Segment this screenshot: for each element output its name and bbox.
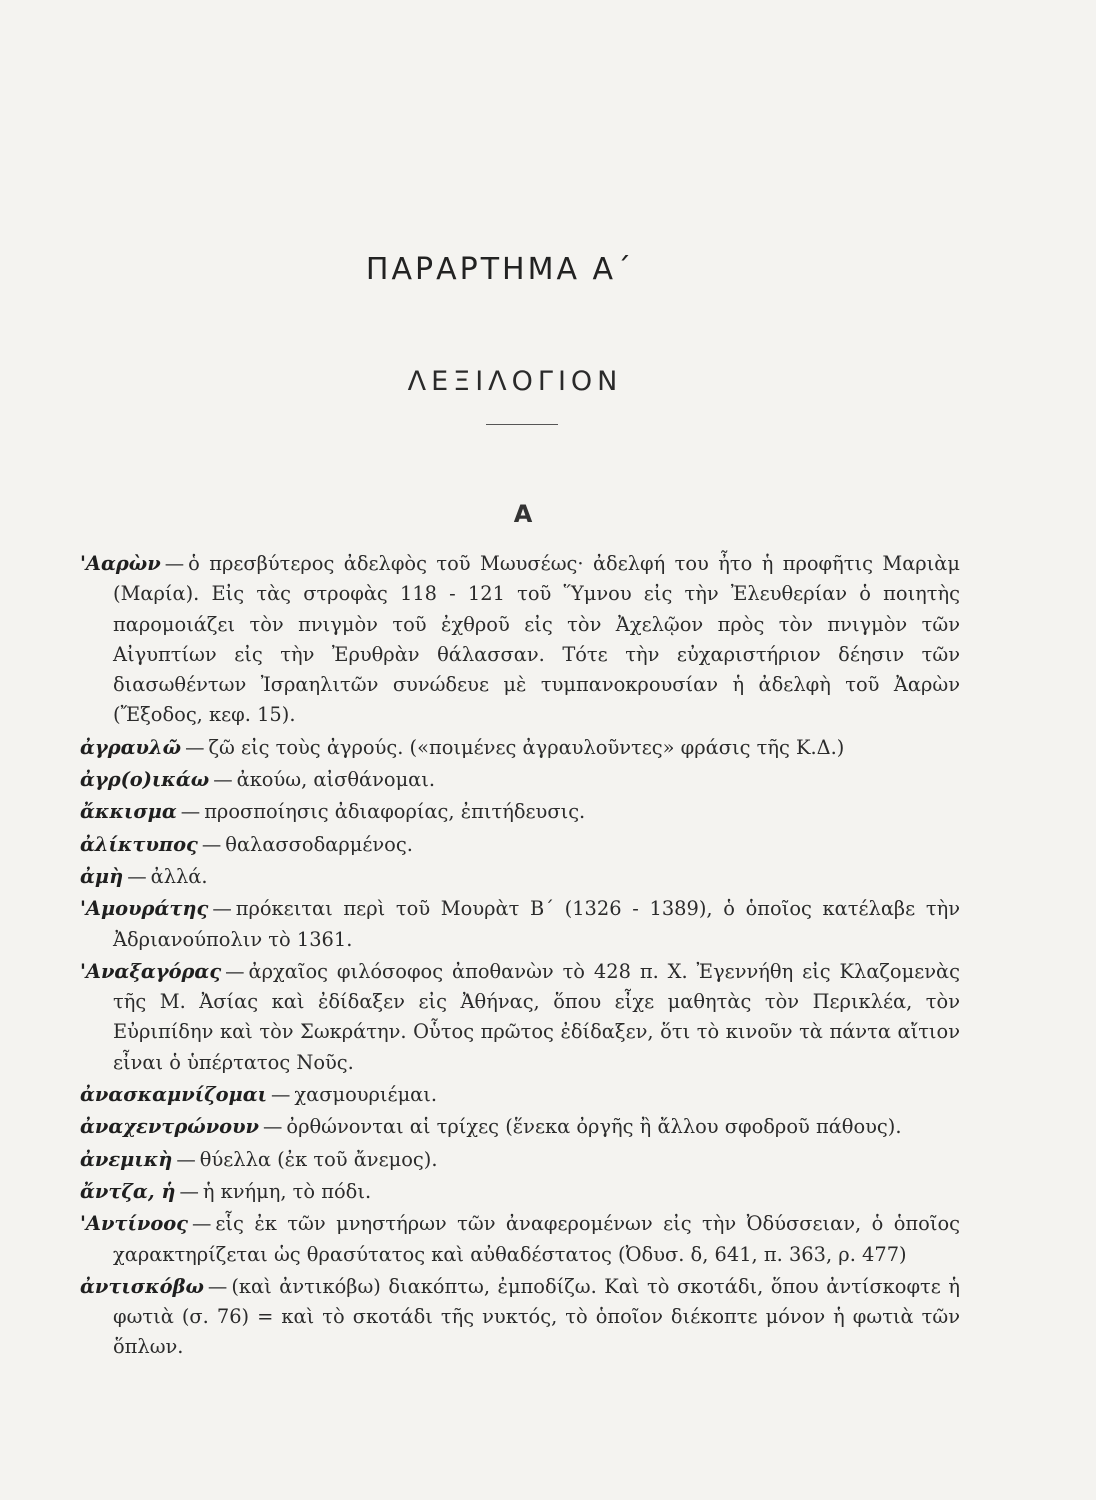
headword: 'Αμουράτης <box>80 897 209 921</box>
headword: ἀγρ(ο)ικάω <box>80 768 210 792</box>
definition: πρόκειται περὶ τοῦ Μουρὰτ Β΄ (1326 - 1389), ὁ ὁποῖος κατέλαβε τὴν Ἀδριανούπολιν τὸ 1361. <box>113 897 960 951</box>
glossary-entry <box>80 894 960 955</box>
definition: ζῶ εἰς τοὺς ἀγρούς. («ποιμένες ἀγραυλοῦντες» φράσις τῆς Κ.Δ.) <box>208 735 845 759</box>
letter-heading: Α <box>513 500 533 528</box>
entry-dash: — <box>207 1274 228 1298</box>
entry-dash: — <box>176 1147 196 1171</box>
headword: ἀναχεντρώνουν <box>80 1115 259 1139</box>
definition: ἡ κνήμη, τὸ πόδι. <box>202 1179 372 1203</box>
glossary-entry <box>80 1112 960 1142</box>
headword: ἄκκισμα <box>80 800 177 824</box>
definition: ὁ πρεσβύτερος ἀδελφὸς τοῦ Μωυσέως· ἀδελφή του ἦτο ἡ προφῆτις Μαριὰμ (Μαρία). Εἰς τὰς στροφὰς 118 - 121 τοῦ Ὕμνου εἰς τὴν Ἐλευθερίαν ὁ ποιητὴς παρομοιάζει τὸν πνιγμὸν τοῦ ἐχθροῦ εἰς τὸν Ἀχελῷον πρὸς τὸν πνιγμὸν τῶν Αἰγυπτίων εἰς τὴν Ἐρυθρὰν θάλασσαν. Τότε τὴν εὐχαριστήριον δέησιν τῶν διασωθέντων Ἰσραηλιτῶν συνώδευε μὲ τυμπανοκρουσίαν ἡ ἀδελφὴ τοῦ Ἀαρὼν (Ἔξοδος, κεφ. 15). <box>113 552 960 727</box>
definition: χασμουριέμαι. <box>294 1083 438 1107</box>
title-divider <box>486 424 558 425</box>
glossary-entry <box>80 862 960 892</box>
headword: ἀντισκόβω <box>80 1274 204 1298</box>
glossary-entry <box>80 765 960 795</box>
definition: ὀρθώνονται αἱ τρίχες (ἕνεκα ὀργῆς ἢ ἄλλου σφοδροῦ πάθους). <box>286 1115 902 1139</box>
glossary-entry <box>80 1177 960 1207</box>
glossary-entry <box>80 549 960 731</box>
glossary-entry <box>80 1080 960 1110</box>
definition: θύελλα (ἐκ τοῦ ἄνεμος). <box>199 1147 438 1171</box>
entry-dash: — <box>213 768 233 792</box>
entry-dash: — <box>180 800 201 824</box>
glossary-entry <box>80 1272 960 1363</box>
headword: ἀνασκαμνίζομαι <box>80 1083 267 1107</box>
entry-dash: — <box>127 864 147 888</box>
glossary-entry <box>80 1209 960 1270</box>
headword: ἀγραυλῶ <box>80 735 182 759</box>
glossary-entries <box>80 549 960 1365</box>
glossary-entry <box>80 957 960 1078</box>
headword: 'Αναξαγόρας <box>80 959 222 983</box>
definition: προσποίησις ἀδιαφορίας, ἐπιτήδευσις. <box>204 800 586 824</box>
headword: ἄντζα, ἡ <box>80 1179 176 1203</box>
glossary-entry <box>80 797 960 827</box>
entry-dash: — <box>185 735 205 759</box>
entry-dash: — <box>271 1083 291 1107</box>
glossary-entry <box>80 830 960 860</box>
headword: 'Αντίνοος <box>80 1212 188 1236</box>
lexicon-title: ΛΕΞΙΛΟΓΙΟΝ <box>407 366 623 397</box>
entry-dash: — <box>201 832 222 856</box>
glossary-entry <box>80 1145 960 1175</box>
headword: ἀμὴ <box>80 864 124 888</box>
entry-dash: — <box>179 1179 199 1203</box>
definition: ἀκούω, αἰσθάνομαι. <box>236 768 436 792</box>
definition: εἷς ἐκ τῶν μνηστήρων τῶν ἀναφερομένων εἰς τὴν Ὀδύσσειαν, ὁ ὁποῖος χαρακτηρίζεται ὡς θρασύτατος καὶ αὐθαδέστατος (Ὀδυσ. δ, 641, π. 363, ρ. 477) <box>113 1212 960 1266</box>
definition: θαλασσοδαρμένος. <box>225 832 413 856</box>
glossary-entry <box>80 733 960 763</box>
entry-dash: — <box>225 959 245 983</box>
entry-dash: — <box>192 1212 212 1236</box>
entry-dash: — <box>164 552 185 575</box>
entry-dash: — <box>212 897 232 921</box>
definition: (καὶ ἀντικόβω) διακόπτω, ἐμποδίζω. Καὶ τὸ σκοτάδι, ὅπου ἀντίσκοφτε ἡ φωτιὰ (σ. 76) = καὶ τὸ σκοτάδι τῆς νυκτός, τὸ ὁποῖον διέκοπτε μόνον ἡ φωτιὰ τῶν ὅπλων. <box>113 1274 960 1359</box>
definition: ἀλλά. <box>150 864 208 888</box>
appendix-title: ΠΑΡΑΡΤΗΜΑ Α΄ <box>365 252 635 287</box>
headword: ἀλίκτυπος <box>80 832 198 856</box>
headword: 'Ααρὼν <box>80 552 161 575</box>
definition: ἀρχαῖος φιλόσοφος ἀποθανὼν τὸ 428 π. Χ. Ἐγεννήθη εἰς Κλαζομενὰς τῆς Μ. Ἀσίας καὶ ἐδίδαξεν εἰς Ἀθήνας, ὅπου εἶχε μαθητὰς τὸν Περικλέα, τὸν Εὐριπίδην καὶ τὸν Σωκράτην. Οὗτος πρῶτος ἐδίδαξεν, ὅτι τὸ κινοῦν τὰ πάντα αἴτιον εἶναι ὁ ὑπέρτατος Νοῦς. <box>113 959 960 1074</box>
headword: ἀνεμικὴ <box>80 1147 173 1171</box>
entry-dash: — <box>263 1115 283 1139</box>
